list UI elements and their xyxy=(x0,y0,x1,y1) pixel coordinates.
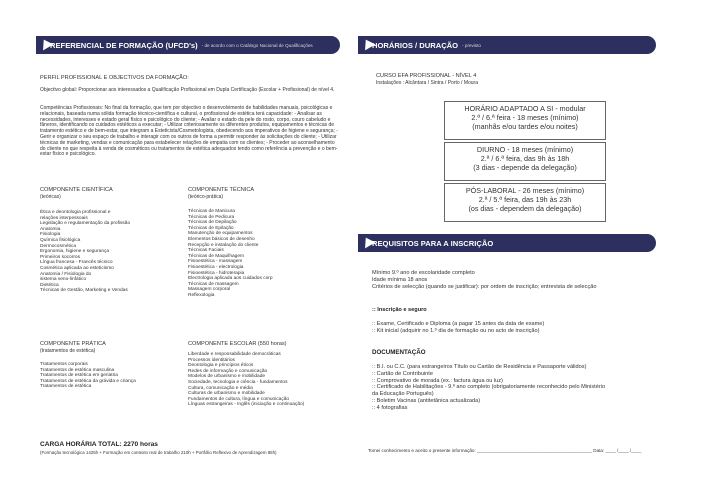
list-item: Tratamentos de estética masculina xyxy=(40,367,115,373)
schedule-title: HORÁRIO ADAPTADO A SI - modular xyxy=(464,104,586,113)
escolar-title: COMPONENTE ESCOLAR (550 horas) xyxy=(188,341,287,347)
schedule-line: (manhãs e/ou tardes e/ou noites) xyxy=(472,122,578,131)
list-item: Massagem corporal xyxy=(188,287,231,293)
list-item: Línguas estrangeiras - Inglês (iniciação e continuação) xyxy=(188,402,305,408)
list-item: Reflexologia xyxy=(188,292,215,298)
schedule-box-poslaboral xyxy=(444,183,606,222)
pratica-title: COMPONENTE PRÁTICA xyxy=(40,341,106,347)
total-hours: CARGA HORÁRIA TOTAL: 2270 horas xyxy=(40,441,158,448)
list-item: Fisioestética - hidroterapia xyxy=(188,270,245,276)
total-detail: (Formação tecnológica 1425h + Formação em contexto real de trabalho 210h + Portfólio Reflexivo de Aprendizagem 85h) xyxy=(40,450,277,455)
list-item: :: Comprovativo de morada (ex.: factura água ou luz) xyxy=(372,377,503,384)
list-item: relações interpessoais xyxy=(40,215,88,221)
pratica-subtitle: (tratamentos de estética) xyxy=(40,348,96,354)
list-item: :: Cartão de Contribuinte xyxy=(372,370,433,377)
list-item: Ética e deontologia profissional e xyxy=(40,210,111,215)
list-item: Técnicas de Epilação xyxy=(188,225,234,231)
list-item: Liberdade e responsabilidade democráticas xyxy=(188,352,281,357)
list-item: Cultura, comunicação e média xyxy=(188,385,253,391)
list-item: Fundamentos de cultura, língua e comunicação xyxy=(188,396,290,402)
list-item: Idade mínima 18 anos xyxy=(372,276,428,283)
schedule-box-adaptado xyxy=(444,101,606,140)
list-item: Legislação e regulamentação da profissão xyxy=(40,221,131,227)
right-page xyxy=(354,0,708,500)
schedule-line: (os dias - dependem da delegação) xyxy=(468,204,582,213)
list-item: Técnicas de Gestão, Marketing e Vendas xyxy=(40,288,128,294)
list-item: Técnicas de Pedicura xyxy=(188,214,235,220)
list-item: :: Boletim Vacinas (antitetânica actualizada) xyxy=(372,397,481,404)
list-item: Cosmética aplicada ao esteticismo xyxy=(40,265,114,271)
doc-title: DOCUMENTAÇÃO xyxy=(372,349,426,356)
schedule-box-diurno xyxy=(444,142,606,181)
list-item: Técnicas de Maquilhagem xyxy=(188,253,244,259)
horarios-title: HORÁRIOS / DURAÇÃO xyxy=(372,40,459,50)
list-item: Manutenção de equipamentos xyxy=(188,231,253,237)
cientifica-title: COMPONENTE CIENTÍFICA xyxy=(40,187,113,193)
profile-title: PERFIL PROFISSIONAL E OBJECTIVOS DA FORMAÇÃO: xyxy=(40,75,189,81)
schedule-line: 2.ª / 6.ª feira - 18 meses (mínimo) xyxy=(471,113,579,122)
list-item: Tratamentos de estética xyxy=(40,384,92,390)
list-item: :: B.I. ou C.C. (para estrangeiros Título ou Cartão de Residência e Passaporte válidos) xyxy=(372,364,587,370)
referencial-subtitle: - de acordo com o Catálogo Nacional de Qualificações xyxy=(201,42,313,48)
inscricao-title: :: Inscrição e seguro xyxy=(372,307,427,313)
list-item: Química fisiológica xyxy=(40,237,81,243)
course-name: CURSO EFA PROFISSIONAL - NÍVEL 4 xyxy=(376,73,477,79)
horarios-subtitle: - previsto xyxy=(462,42,481,48)
inscricao-list xyxy=(372,321,692,335)
list-item: Técnicas Faciais xyxy=(188,248,224,254)
list-item: :: 4 fotografias xyxy=(372,404,408,411)
list-item: Dietética xyxy=(40,282,59,288)
list-item: Deontologia e princípios éticos xyxy=(188,363,254,369)
list-item: Sociedade, tecnologia e ciência - fundamentos xyxy=(188,379,288,385)
schedule-line: (3 dias - depende da delegação) xyxy=(473,163,577,172)
schedule-title: PÓS-LABORAL - 26 meses (mínimo) xyxy=(465,186,585,195)
list-item: :: Exame, Certificado e Diploma (a pagar 15 antes da data de exame) xyxy=(372,321,545,327)
list-item: Ergonomia, higiene e segurança xyxy=(40,249,110,255)
list-item: Recepção e instalação do cliente xyxy=(188,242,259,248)
list-item: Língua francesa - Francês técnico xyxy=(40,260,113,266)
list-item: Primeiros socorros xyxy=(40,254,80,260)
list-item: Fisiologia xyxy=(40,232,61,238)
list-item: Fisioestética - massagem xyxy=(188,259,243,265)
competences-text: Competências Profissionais: No final da formação, que tem por objectivo o desenvolvimento de habilidades manuais, psicológicas e relacionais, baseada numa sólida formação técnico-científica e cultural, o profissional de estética terá capacidade: - Analisar as necessidades, interesses e estado geral físico e psicológico do cliente; - Avaliar o estado da pele do rosto, corpo, couro cabeludo e fâneros, identificando os cuidados estéticos a executar; - Utilizar criteriosamente os diferentes produtos, equipamentos e técnicas de tratamento estético e de bem-estar, que integram a Esteticista/Cosmetologista, obedecendo aos imperativos de higiene e segurança; - Gerir e organizar o seu espaço de trabalho e interagir com os outros de forma a permitir responder às solicitações do cliente; - Utilizar técnicas de marketing, vendas e comunicação para estabelecer relações de empatia com os clientes; - Proceder ao aconselhamento do cliente no que respeita à venda de cosméticos ou tratamentos de estética adequados tendo como referência a prevenção e o bem-estar físico e psicológico. xyxy=(40,105,338,158)
schedule-line: 2.ª / 5.ª feira, das 19h às 23h xyxy=(478,195,572,204)
referencial-banner xyxy=(36,36,340,54)
tecnica-subtitle: (teórico-prática) xyxy=(188,194,224,200)
schedule-title: DIURNO - 18 meses (mínimo) xyxy=(476,145,574,154)
list-item: da Educação Português) xyxy=(372,391,434,398)
cientifica-subtitle: (teóricas) xyxy=(40,194,61,200)
cientifica-list xyxy=(40,210,180,294)
escolar-list xyxy=(188,352,338,408)
list-item: Técnicas de Depilação xyxy=(188,220,237,226)
list-item: :: Kit inicial (adquirir no 1.º dia de formação ou no acto de inscrição) xyxy=(372,327,540,334)
list-item: Técnicas de Manicura xyxy=(188,209,235,214)
list-item: Redes de informação e comunicação xyxy=(188,368,268,374)
requisitos-title: REQUISITOS PARA A INSCRIÇÃO xyxy=(372,238,494,248)
objective-text: Objectivo global: Proporcionar aos interessados a Qualificação Profissional em Dupla Certificação (Escolar + Profissional) de nível 4. xyxy=(40,87,335,93)
list-item: Tratamentos corporais xyxy=(40,362,88,367)
tecnica-title: COMPONENTE TÉCNICA xyxy=(188,187,255,193)
requirements-list xyxy=(372,270,672,290)
horarios-banner xyxy=(358,36,656,54)
list-item: Dermocosmética xyxy=(40,243,76,249)
list-item: Tratamentos de estética em geriatria xyxy=(40,373,118,379)
list-item: Técnicas de massagem xyxy=(188,281,239,287)
list-item: Anatomia / Fisiologia do xyxy=(40,271,92,277)
list-item: Mínimo 9.º ano de escolaridade completo xyxy=(372,270,475,276)
referencial-title: REFERENCIAL DE FORMAÇÃO (UFCD's) xyxy=(50,40,198,50)
list-item: Tratamentos de estética da grávida e criança xyxy=(40,378,136,384)
tecnica-list xyxy=(188,209,338,299)
list-item: :: Certificado de Habilitações - 9.º ano completo (obrigatoriamente reconhecido pelo Ministério xyxy=(372,384,606,391)
list-item: Modelos de urbanismo e mobilidade xyxy=(188,374,266,380)
list-item: Culturas de urbanismo e mobilidade xyxy=(188,391,265,397)
requisitos-banner xyxy=(358,234,656,252)
list-item: Elementos básicos de desenho xyxy=(188,236,255,242)
doc-list xyxy=(372,364,697,412)
footer-consent: Tomei conhecimento e aceito o presente informação: _____________________________________________ Data: ____ /____ /____ xyxy=(368,448,642,453)
list-item: Critérios de selecção (quando se justificar): por ordem de inscrição; entrevista de selecção xyxy=(372,283,597,290)
list-item: sistema veno-linfático xyxy=(40,277,87,283)
course-locations: Instalações : Alcântara / Sintra / Porto / Moura xyxy=(376,80,478,86)
pratica-list xyxy=(40,362,180,390)
list-item: Fisioestética - electrologia xyxy=(188,264,244,270)
list-item: Electrologia aplicada aos cuidados corp xyxy=(188,276,273,282)
list-item: Anatomia xyxy=(40,226,61,232)
schedule-line: 2.ª / 6.ª feira, das 9h às 18h xyxy=(480,154,570,163)
list-item: Processos identitários xyxy=(188,357,235,363)
